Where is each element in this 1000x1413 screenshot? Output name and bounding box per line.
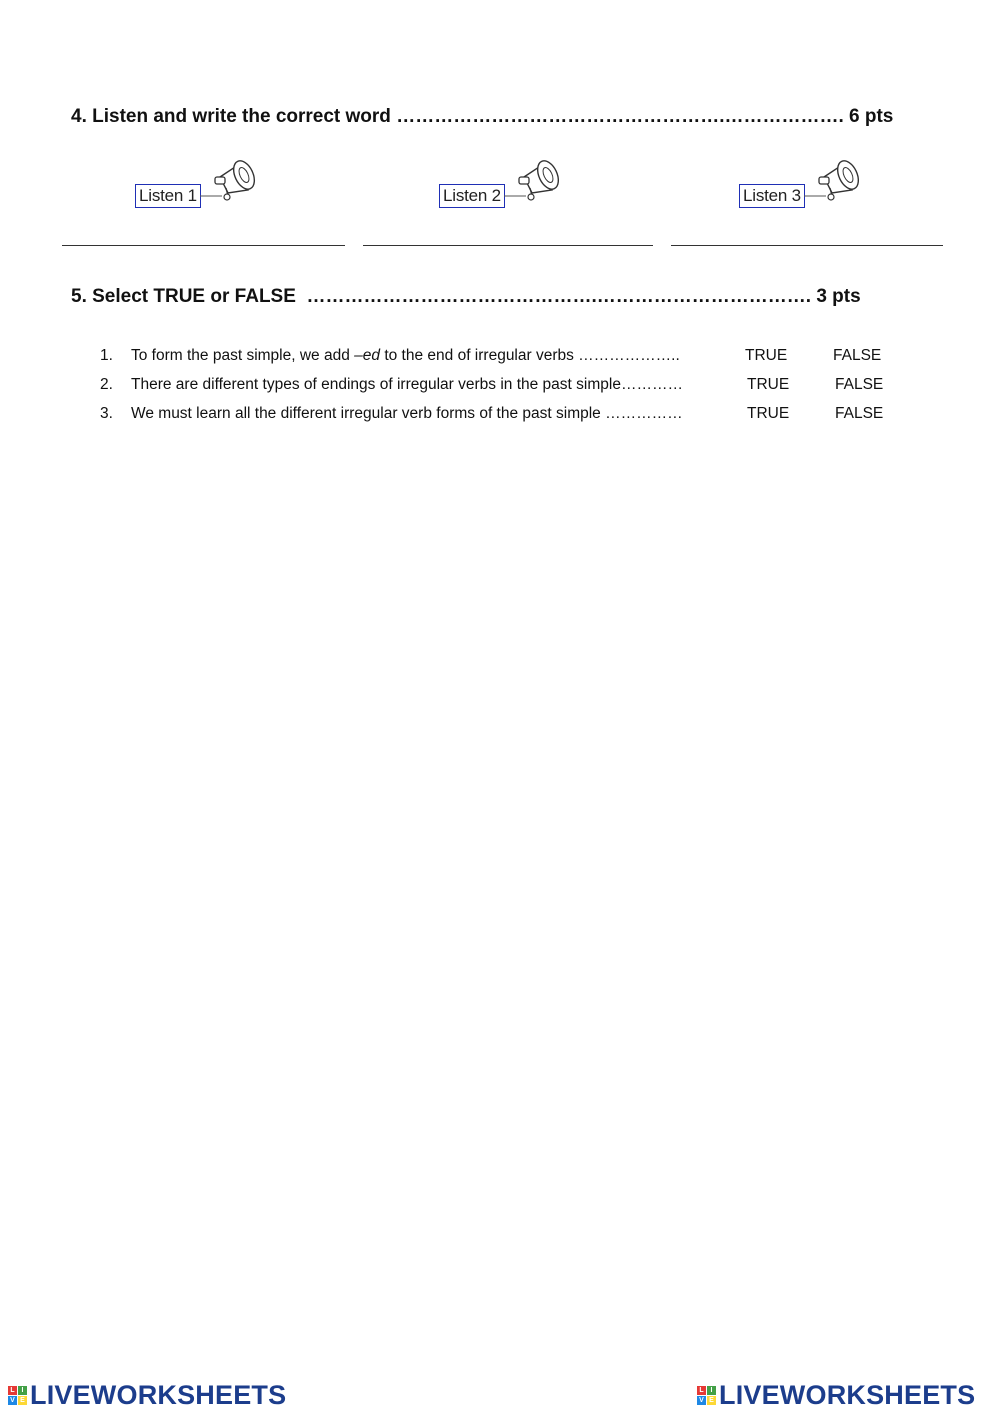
true-option-1[interactable]: TRUE — [745, 347, 788, 364]
megaphone-icon[interactable] — [198, 150, 264, 204]
item-statement: There are different types of endings of irregular verbs in the past simple………… — [131, 376, 683, 393]
listen-2-button[interactable]: Listen 2 — [439, 184, 505, 208]
listen-1-button[interactable]: Listen 1 — [135, 184, 201, 208]
brand-name: LIVEWORKSHEETS — [719, 1379, 976, 1410]
section-5-heading — [71, 286, 861, 308]
item-number: 2. — [100, 376, 113, 393]
item-statement: To form the past simple, we add –ed to the end of irregular verbs ……………….. — [131, 347, 680, 364]
brand-name: LIVEWORKSHEETS — [30, 1379, 287, 1410]
true-option-2[interactable]: TRUE — [747, 376, 790, 393]
section-5-points: 3 pts — [816, 286, 861, 307]
item-number: 3. — [100, 405, 113, 422]
section-4-title: 4. Listen and write the correct word — [71, 106, 391, 127]
false-option-1[interactable]: FALSE — [833, 347, 882, 364]
brand-icon: L I V E — [8, 1386, 27, 1405]
listen-3-button[interactable]: Listen 3 — [739, 184, 805, 208]
section-5-title: 5. Select TRUE or FALSE — [71, 286, 296, 307]
true-option-3[interactable]: TRUE — [747, 405, 790, 422]
section-4-heading — [71, 106, 893, 128]
megaphone-icon[interactable] — [802, 150, 868, 204]
megaphone-icon[interactable] — [502, 150, 568, 204]
answer-line-1[interactable] — [62, 245, 345, 246]
item-number: 1. — [100, 347, 113, 364]
false-option-2[interactable]: FALSE — [835, 376, 884, 393]
section-5-dots: ……………………………………….……………………………. — [306, 286, 812, 307]
liveworksheets-logo-left — [8, 1380, 286, 1410]
answer-line-2[interactable] — [363, 245, 653, 246]
section-4-dots: …………………………………………….………………. — [396, 106, 844, 127]
item-statement: We must learn all the different irregular verb forms of the past simple …………… — [131, 405, 683, 422]
liveworksheets-logo-right — [697, 1380, 975, 1410]
false-option-3[interactable]: FALSE — [835, 405, 884, 422]
brand-icon: L I V E — [697, 1386, 716, 1405]
answer-line-3[interactable] — [671, 245, 943, 246]
section-4-points: 6 pts — [849, 106, 894, 127]
